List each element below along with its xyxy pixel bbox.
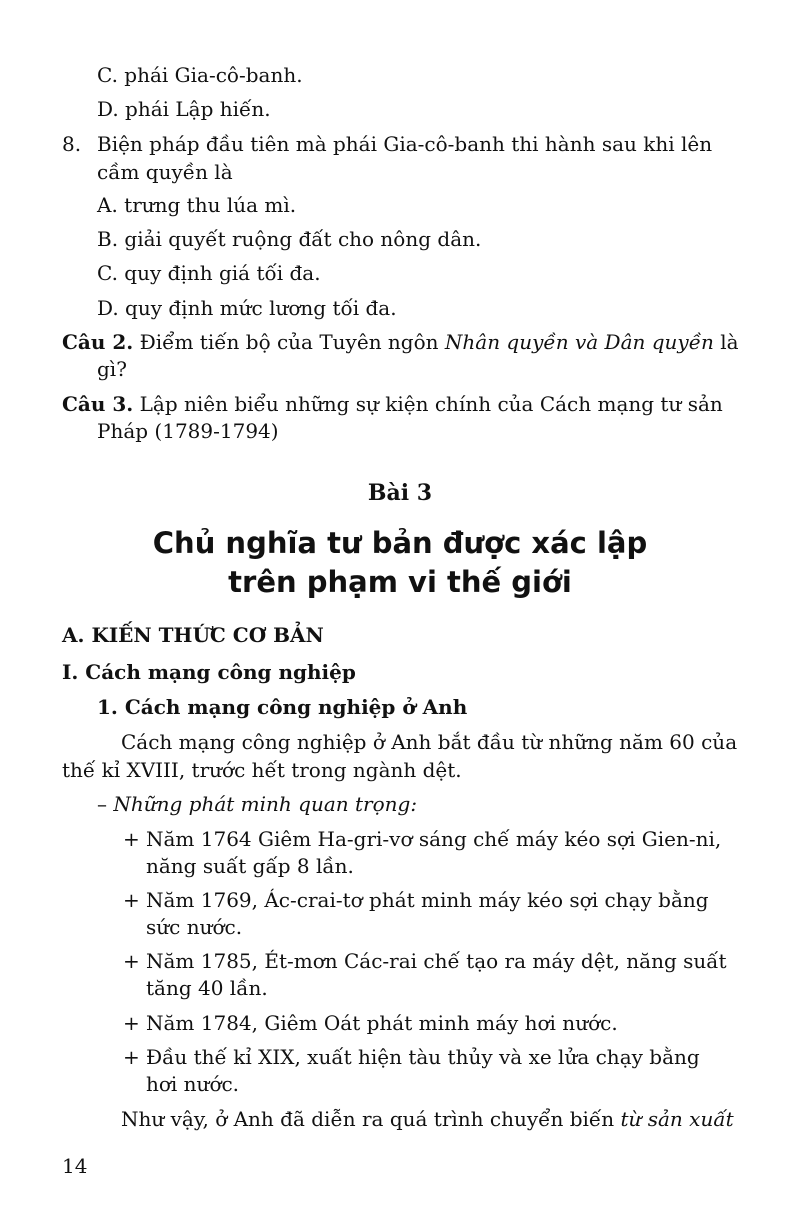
conclusion-italic: từ sản xuất: [620, 1107, 734, 1131]
inventions-heading: [97, 791, 417, 817]
lesson-title-line2: trên phạm vi thế giới: [228, 565, 572, 599]
invention-3-line1: Năm 1785, Ét-mơn Các-rai chế tạo ra máy dệt, năng suất: [146, 949, 727, 973]
invention-2-line1: Năm 1769, Ác-crai-tơ phát minh máy kéo sợi chạy bằng: [146, 888, 709, 912]
dash-bullet: –: [97, 792, 107, 816]
cau2-line2: gì?: [97, 357, 127, 381]
plus-bullet: +: [123, 1011, 140, 1035]
intro-line2: thế kỉ XVIII, trước hết trong ngành dệt.: [62, 758, 462, 782]
q8-option-c: C. quy định giá tối đa.: [97, 261, 321, 285]
q7-option-d: D. phái Lập hiến.: [97, 97, 271, 121]
q8-option-a: A. trưng thu lúa mì.: [97, 193, 297, 217]
invention-1-line2: năng suất gấp 8 lần.: [146, 854, 354, 878]
conclusion-line: [121, 1106, 734, 1132]
q7-option-c: C. phái Gia-cô-banh.: [97, 63, 303, 87]
plus-bullet: +: [123, 888, 140, 912]
subsection-1-heading: 1. Cách mạng công nghiệp ở Anh: [97, 695, 468, 719]
plus-bullet: +: [123, 1045, 140, 1069]
section-a-heading: A. KIẾN THỨC CƠ BẢN: [62, 623, 324, 647]
cau2-text-before: Điểm tiến bộ của Tuyên ngôn: [139, 330, 439, 354]
cau2-label: Câu 2.: [62, 330, 134, 354]
q8-option-b: B. giải quyết ruộng đất cho nông dân.: [97, 227, 482, 251]
q8-number: 8.: [62, 132, 82, 156]
invention-2-line2: sức nước.: [146, 915, 243, 939]
intro-line1: Cách mạng công nghiệp ở Anh bắt đầu từ những năm 60 của: [121, 730, 738, 754]
invention-5-line2: hơi nước.: [146, 1072, 240, 1096]
plus-bullet: +: [123, 949, 140, 973]
section-i-heading: I. Cách mạng công nghiệp: [62, 660, 356, 684]
invention-3-line2: tăng 40 lần.: [146, 976, 268, 1000]
plus-bullet: +: [123, 827, 140, 851]
invention-1-line1: Năm 1764 Giêm Ha-gri-vơ sáng chế máy kéo sợi Gien-ni,: [146, 827, 722, 851]
q8-option-d: D. quy định mức lương tối đa.: [97, 296, 397, 320]
invention-5-line1: Đầu thế kỉ XIX, xuất hiện tàu thủy và xe lửa chạy bằng: [146, 1045, 700, 1069]
lesson-label: Bài 3: [367, 480, 433, 506]
lesson-title-line1: Chủ nghĩa tư bản được xác lập: [152, 526, 648, 560]
q8-stem-line1: Biện pháp đầu tiên mà phái Gia-cô-banh thi hành sau khi lên: [97, 132, 713, 156]
q8-stem-line2: cầm quyền là: [97, 160, 233, 184]
cau3-label: Câu 3.: [62, 392, 134, 416]
cau2-text-after: là: [720, 330, 739, 354]
cau3-text: Lập niên biểu những sự kiện chính của Cách mạng tư sản: [139, 392, 723, 416]
inventions-heading-text: Những phát minh quan trọng:: [113, 792, 418, 816]
cau3-line2: Pháp (1789-1794): [97, 419, 279, 443]
conclusion-text: Như vậy, ở Anh đã diễn ra quá trình chuyển biến: [121, 1107, 615, 1131]
invention-4-line1: Năm 1784, Giêm Oát phát minh máy hơi nước.: [146, 1011, 618, 1035]
cau2-line1: [62, 329, 739, 355]
cau2-text-italic: Nhân quyền và Dân quyền: [444, 330, 714, 354]
cau3-line1: [62, 391, 723, 417]
page-number: 14: [62, 1154, 88, 1178]
